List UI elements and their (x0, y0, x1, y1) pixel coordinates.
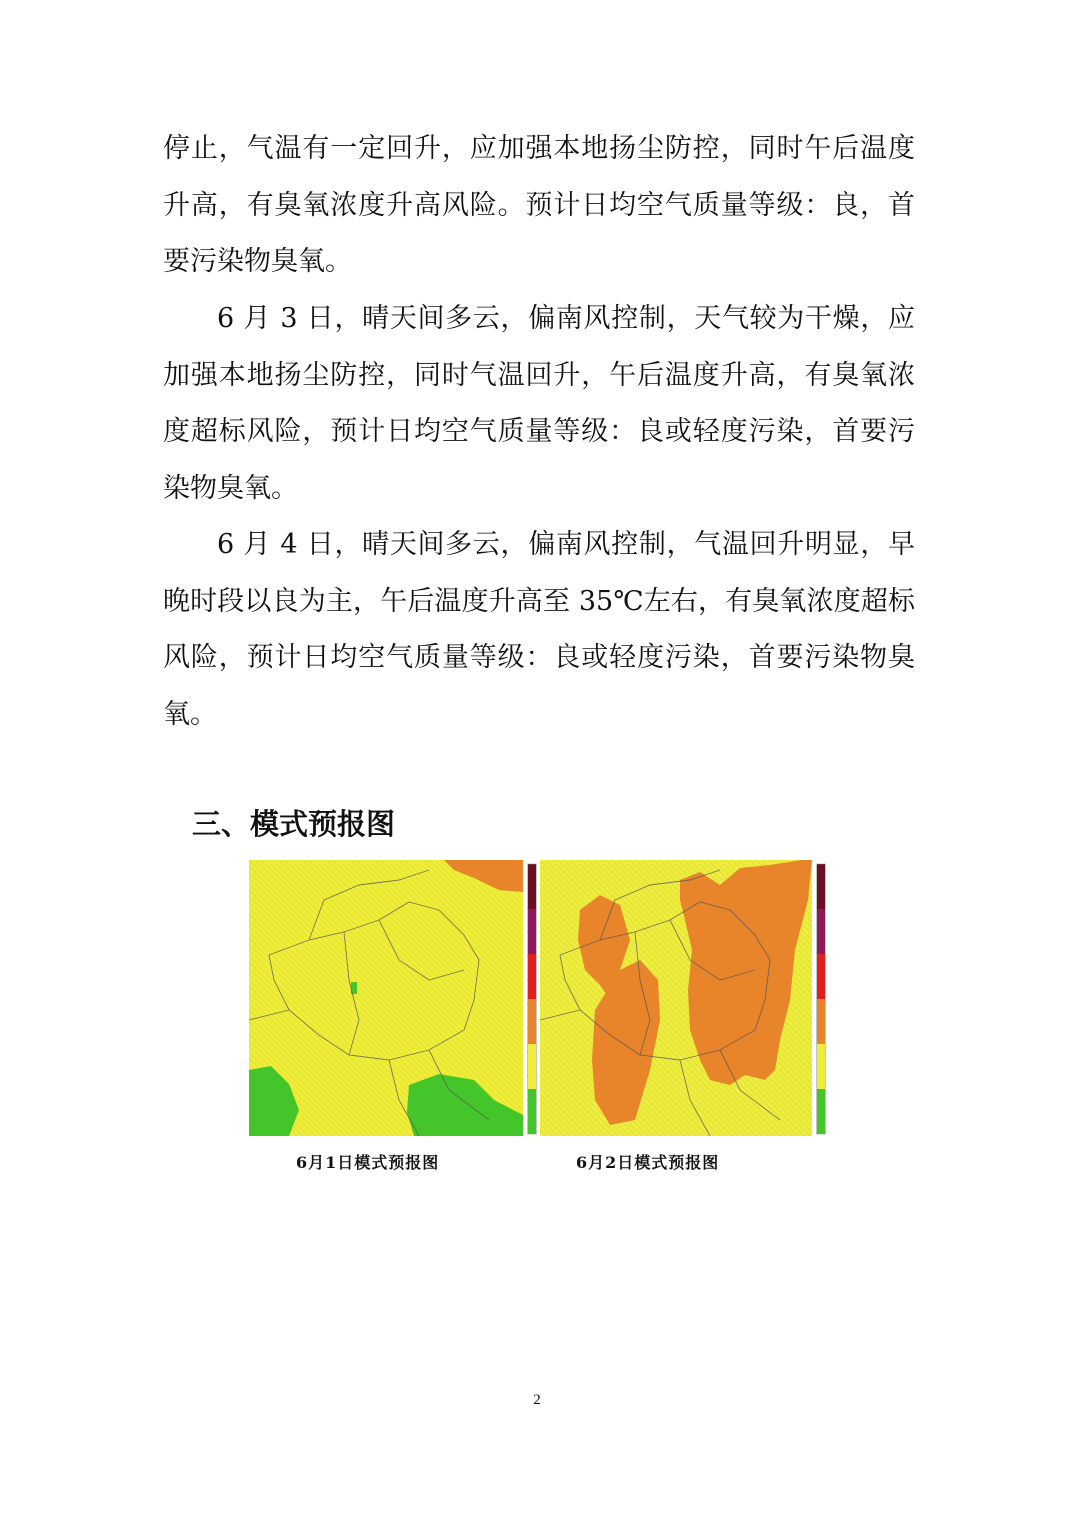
forecast-map-june-1 (249, 860, 539, 1136)
legend-bar (528, 864, 537, 1134)
page-number: 2 (533, 1392, 541, 1408)
legend-bar (817, 864, 826, 1134)
forecast-paragraph-june-3: 6 月 3 日，晴天间多云，偏南风控制，天气较为干燥，应加强本地扬尘防控，同时气温回升，午后温度升高，有臭氧浓度超标风险，预计日均空气质量等级：良或轻度污染，首要污染物臭氧。 (163, 303, 915, 504)
forecast-paragraph-june-2-continued: 停止，气温有一定回升，应加强本地扬尘防控，同时午后温度升高，有臭氧浓度升高风险。预计日均空气质量等级：良，首要污染物臭氧。 (163, 133, 915, 277)
forecast-map-june-2 (540, 860, 826, 1136)
forecast-paragraph-june-4: 6 月 4 日，晴天间多云，偏南风控制，气温回升明显，早晚时段以良为主，午后温度升高至 35℃左右，有臭氧浓度超标风险，预计日均空气质量等级：良或轻度污染，首要污染物臭氧。 (163, 529, 915, 730)
figure-caption-june-1: 6月1日模式预报图 (296, 1153, 440, 1172)
section-heading: 三、模式预报图 (192, 807, 396, 841)
figure-caption-june-2: 6月2日模式预报图 (576, 1153, 720, 1172)
